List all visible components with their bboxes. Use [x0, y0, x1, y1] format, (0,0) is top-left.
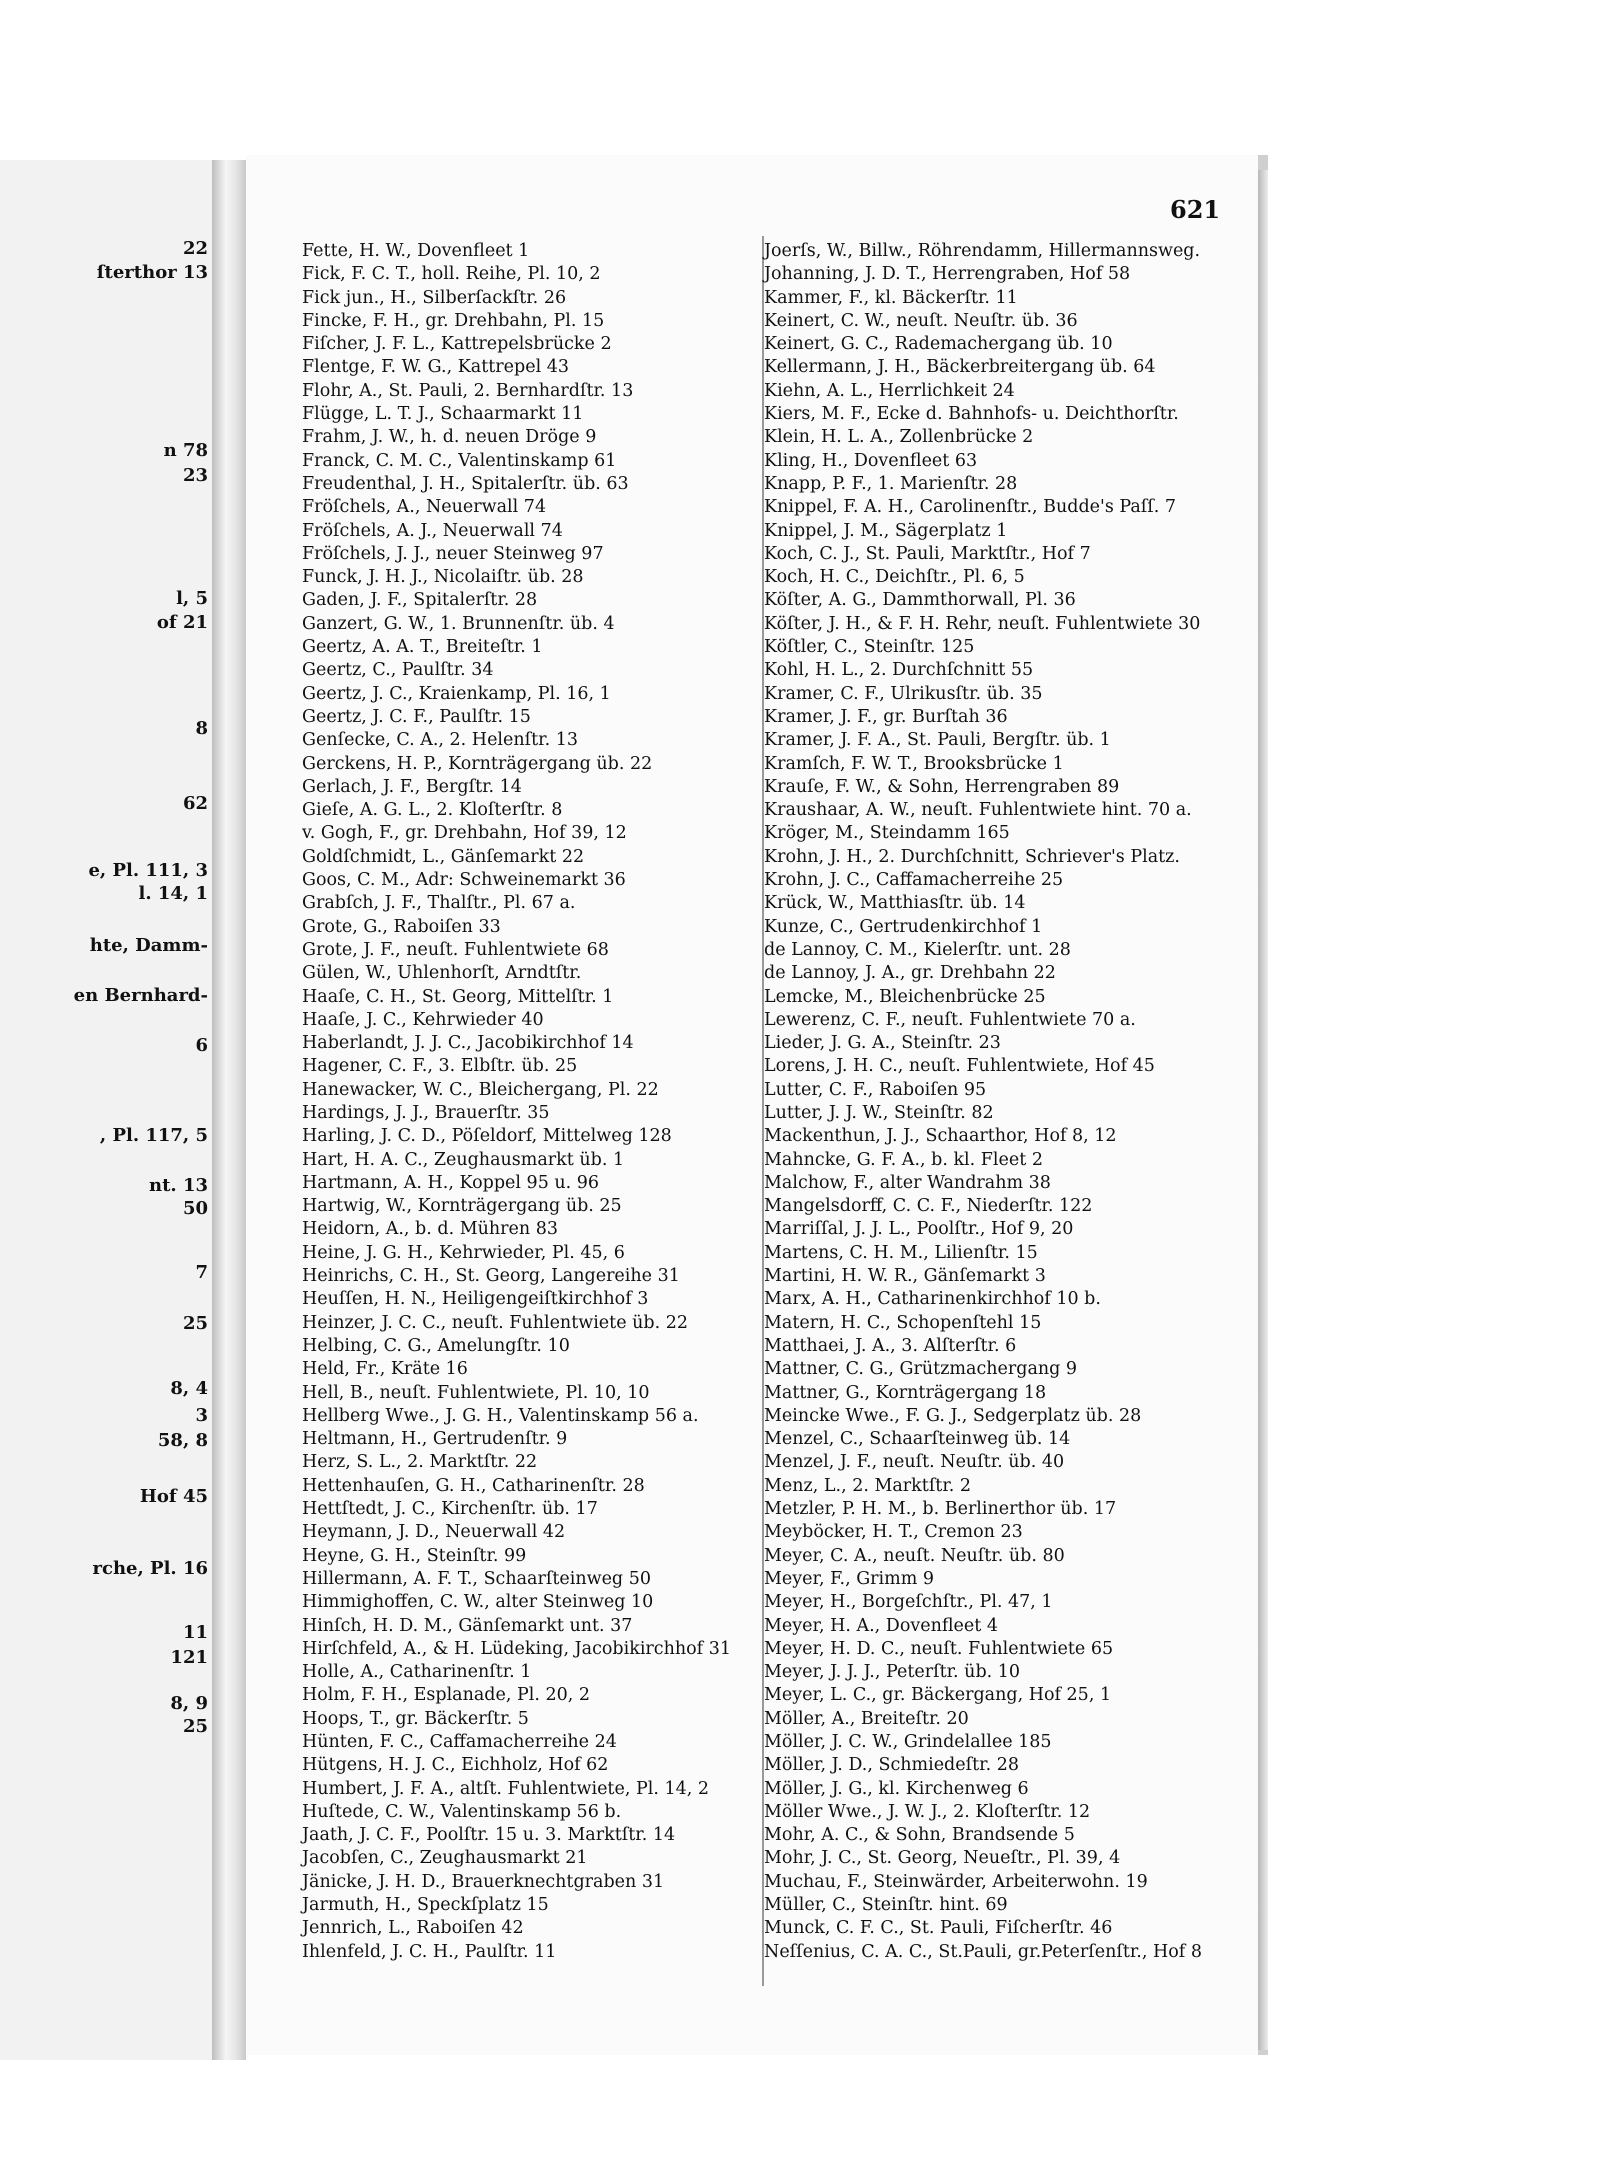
- directory-entry: Hell, B., neuſt. Fuhlentwiete, Pl. 10, 10: [302, 1382, 650, 1403]
- directory-entry: Fette, H. W., Dovenfleet 1: [302, 241, 530, 261]
- directory-entry: de Lannoy, C. M., Kielerſtr. unt. 28: [764, 939, 1071, 960]
- directory-entry: Martens, C. H. M., Lilienſtr. 15: [764, 1242, 1038, 1263]
- directory-entry: Fröſchels, A., Neuerwall 74: [302, 497, 547, 518]
- directory-entry: Krohn, J. C., Caffamacherreihe 25: [764, 870, 1064, 891]
- directory-entry: Möller Wwe., J. W. J., 2. Kloſterſtr. 12: [764, 1801, 1091, 1822]
- left-page-fragment: ſterthor 13: [96, 262, 208, 283]
- directory-entry: Grote, G., Raboiſen 33: [302, 916, 501, 937]
- directory-entry: Lemcke, M., Bleichenbrücke 25: [764, 986, 1046, 1007]
- directory-entry: Lutter, J. J. W., Steinſtr. 82: [764, 1102, 994, 1123]
- directory-entry: Heuſſen, H. N., Heiligengeiſtkirchhof 3: [302, 1289, 649, 1310]
- directory-entry: Keinert, G. C., Rademachergang üb. 10: [764, 334, 1113, 355]
- directory-entry: Heyne, G. H., Steinſtr. 99: [302, 1545, 527, 1566]
- directory-entry: Munck, C. F. C., St. Pauli, Fiſcherſtr. 46: [764, 1918, 1113, 1939]
- directory-entry: Neſſenius, C. A. C., St.Pauli, gr.Peterſenſtr., Hof 8: [764, 1941, 1202, 1962]
- left-page-fragment: 50: [182, 1198, 208, 1219]
- directory-entry: Heinzer, J. C. C., neuſt. Fuhlentwiete üb. 22: [302, 1312, 688, 1333]
- directory-entry: Möller, J. C. W., Grindelallee 185: [764, 1732, 1052, 1752]
- directory-entry: Joerſs, W., Billw., Röhrendamm, Hillermannsweg.: [764, 241, 1201, 261]
- directory-entry: Jarmuth, H., Speckſplatz 15: [302, 1895, 549, 1916]
- directory-entry: Metzler, P. H. M., b. Berlinerthor üb. 17: [764, 1499, 1117, 1520]
- directory-entry: Matern, H. C., Schopenſtehl 15: [764, 1312, 1042, 1333]
- directory-entry: Geertz, J. C. F., Paulſtr. 15: [302, 706, 531, 727]
- directory-entry: Franck, C. M. C., Valentinskamp 61: [302, 450, 617, 471]
- left-page-fragment: n 78: [163, 440, 208, 461]
- left-page-fragment: 3: [195, 1405, 208, 1426]
- directory-entry: Meincke Wwe., F. G. J., Sedgerplatz üb. 28: [764, 1405, 1142, 1426]
- directory-entry: Hardings, J. J., Brauerſtr. 35: [302, 1102, 550, 1123]
- directory-entry: Meyer, C. A., neuſt. Neuſtr. üb. 80: [764, 1545, 1065, 1566]
- directory-entry: Hanewacker, W. C., Bleichergang, Pl. 22: [302, 1079, 659, 1100]
- directory-entry: Kramer, J. F., gr. Burſtah 36: [764, 706, 1008, 727]
- directory-entry: Lorens, J. H. C., neuſt. Fuhlentwiete, Hof 45: [764, 1056, 1155, 1077]
- directory-entry: Möller, J. G., kl. Kirchenweg 6: [764, 1778, 1029, 1799]
- directory-entry: Mackenthun, J. J., Schaarthor, Hof 8, 12: [764, 1126, 1117, 1147]
- directory-entry: Goos, C. M., Adr: Schweinemarkt 36: [302, 870, 626, 891]
- left-page-fragment: 8: [195, 718, 208, 739]
- directory-entry: Flentge, F. W. G., Kattrepel 43: [302, 357, 570, 378]
- directory-entry: de Lannoy, J. A., gr. Drehbahn 22: [764, 963, 1056, 984]
- directory-entry: Gerckens, H. P., Kornträgergang üb. 22: [302, 753, 653, 774]
- directory-entry: Grote, J. F., neuſt. Fuhlentwiete 68: [302, 939, 609, 960]
- directory-entry: Lieder, J. G. A., Steinſtr. 23: [764, 1033, 1001, 1054]
- directory-entry: Helbing, C. G., Amelungſtr. 10: [302, 1335, 570, 1356]
- directory-entry: Mohr, J. C., St. Georg, Neueſtr., Pl. 39, 4: [764, 1848, 1121, 1869]
- directory-entry: Knippel, J. M., Sägerplatz 1: [764, 520, 1008, 541]
- directory-entry: Hettenhauſen, G. H., Catharinenſtr. 28: [302, 1475, 645, 1496]
- directory-entry: Geertz, J. C., Kraienkamp, Pl. 16, 1: [302, 683, 611, 704]
- directory-entry: Heinrichs, C. H., St. Georg, Langereihe 31: [302, 1266, 680, 1287]
- directory-entry: Meyböcker, H. T., Cremon 23: [764, 1522, 1023, 1543]
- directory-entry: Koch, H. C., Deichſtr., Pl. 6, 5: [764, 567, 1025, 588]
- directory-entry: Heltmann, H., Gertrudenſtr. 9: [302, 1429, 568, 1450]
- directory-entry: Hinſch, H. D. M., Gänſemarkt unt. 37: [302, 1615, 633, 1636]
- directory-entry: Kiehn, A. L., Herrlichkeit 24: [764, 380, 1015, 401]
- directory-entry: Ihlenfeld, J. C. H., Paulſtr. 11: [302, 1941, 557, 1962]
- directory-entry: Menzel, J. F., neuſt. Neuſtr. üb. 40: [764, 1452, 1065, 1473]
- directory-entry: Kling, H., Dovenfleet 63: [764, 450, 978, 471]
- directory-entry: Kohl, H. L., 2. Durchſchnitt 55: [764, 660, 1034, 681]
- directory-entry: Müller, C., Steinſtr. hint. 69: [764, 1895, 1008, 1916]
- directory-entry: Meyer, H. D. C., neuſt. Fuhlentwiete 65: [764, 1638, 1114, 1659]
- left-page-fragment: hte, Damm-: [89, 935, 208, 956]
- directory-entry: Holle, A., Catharinenſtr. 1: [302, 1662, 532, 1683]
- directory-entry: Held, Fr., Kräte 16: [302, 1359, 468, 1380]
- directory-entry: Köſtler, C., Steinſtr. 125: [764, 637, 975, 658]
- directory-entry: Haaſe, C. H., St. Georg, Mittelſtr. 1: [302, 986, 614, 1007]
- directory-entry: Genſecke, C. A., 2. Helenſtr. 13: [302, 730, 578, 751]
- directory-entry: Jacobſen, C., Zeughausmarkt 21: [302, 1848, 588, 1869]
- directory-entry: Marx, A. H., Catharinenkirchhof 10 b.: [764, 1289, 1101, 1310]
- directory-entry: Humbert, J. F. A., altſt. Fuhlentwiete, Pl. 14, 2: [302, 1778, 709, 1799]
- directory-entry: Heymann, J. D., Neuerwall 42: [302, 1522, 566, 1543]
- directory-entry: Meyer, J. J. J., Peterſtr. üb. 10: [764, 1662, 1021, 1683]
- directory-entry: Ganzert, G. W., 1. Brunnenſtr. üb. 4: [302, 613, 615, 634]
- directory-entry: Krohn, J. H., 2. Durchſchnitt, Schriever's Platz.: [764, 846, 1180, 867]
- directory-entry: Frahm, J. W., h. d. neuen Dröge 9: [302, 427, 597, 448]
- directory-entry: Himmighoffen, C. W., alter Steinweg 10: [302, 1592, 654, 1613]
- left-page-fragment: l, 5: [176, 588, 208, 609]
- left-page-fragment: 6: [195, 1035, 208, 1056]
- directory-entry: Meyer, H., Borgeſchſtr., Pl. 47, 1: [764, 1592, 1053, 1613]
- directory-column-right: [764, 240, 1224, 1964]
- directory-entry: Krauſe, F. W., & Sohn, Herrengraben 89: [764, 776, 1120, 797]
- directory-entry: Geertz, C., Paulſtr. 34: [302, 660, 494, 681]
- directory-entry: Möller, A., Breiteſtr. 20: [764, 1708, 969, 1729]
- book-gutter: [212, 160, 246, 2060]
- left-page-fragment: , Pl. 117, 5: [99, 1125, 208, 1146]
- directory-entry: Möller, J. D., Schmiedeſtr. 28: [764, 1755, 1019, 1776]
- directory-column-left: [302, 240, 772, 1964]
- directory-entry: v. Gogh, F., gr. Drehbahn, Hof 39, 12: [302, 823, 627, 844]
- directory-entry: Klein, H. L. A., Zollenbrücke 2: [764, 427, 1034, 448]
- left-page-fragment: l. 14, 1: [138, 883, 208, 904]
- directory-entry: Fiſcher, J. F. L., Kattrepelsbrücke 2: [302, 334, 612, 355]
- directory-entry: Hillermann, A. F. T., Schaarſteinweg 50: [302, 1568, 651, 1589]
- directory-entry: Mohr, A. C., & Sohn, Brandsende 5: [764, 1825, 1075, 1846]
- directory-entry: Knippel, F. A. H., Carolinenſtr., Budde's Paſſ. 7: [764, 497, 1177, 518]
- directory-entry: Keinert, C. W., neuſt. Neuſtr. üb. 36: [764, 310, 1078, 331]
- directory-entry: Marriſſal, J. J. L., Poolſtr., Hof 9, 20: [764, 1219, 1074, 1240]
- directory-entry: Fick jun., H., Silberſackſtr. 26: [302, 287, 567, 308]
- directory-entry: Heidorn, A., b. d. Mühren 83: [302, 1219, 558, 1240]
- directory-entry: Hoops, T., gr. Bäckerſtr. 5: [302, 1708, 529, 1729]
- directory-entry: Kunze, C., Gertrudenkirchhof 1: [764, 916, 1043, 937]
- directory-entry: Lutter, C. F., Raboiſen 95: [764, 1079, 987, 1100]
- directory-entry: Matthaei, J. A., 3. Alſterſtr. 6: [764, 1335, 1017, 1356]
- directory-entry: Fincke, F. H., gr. Drehbahn, Pl. 15: [302, 310, 605, 331]
- directory-entry: Kellermann, J. H., Bäckerbreitergang üb. 64: [764, 357, 1156, 378]
- directory-entry: Grabſch, J. F., Thalſtr., Pl. 67 a.: [302, 893, 576, 914]
- directory-entry: Gülen, W., Uhlenhorſt, Arndtſtr.: [302, 963, 582, 984]
- left-page-fragment: e, Pl. 111, 3: [88, 860, 208, 881]
- directory-entry: Flügge, L. T. J., Schaarmarkt 11: [302, 404, 584, 425]
- directory-entry: Martini, H. W. R., Gänſemarkt 3: [764, 1266, 1046, 1287]
- left-page-fragment: 25: [182, 1313, 208, 1334]
- directory-entry: Funck, J. H. J., Nicolaiſtr. üb. 28: [302, 567, 584, 588]
- directory-entry: Jaath, J. C. F., Poolſtr. 15 u. 3. Marktſtr. 14: [302, 1825, 676, 1846]
- directory-entry: Hünten, F. C., Caffamacherreihe 24: [302, 1732, 617, 1752]
- directory-entry: Johanning, J. D. T., Herrengraben, Hof 58: [764, 264, 1131, 285]
- directory-entry: Menzel, C., Schaarſteinweg üb. 14: [764, 1429, 1071, 1450]
- left-page-fragment: of 21: [156, 612, 208, 633]
- directory-entry: Heine, J. G. H., Kehrwieder, Pl. 45, 6: [302, 1242, 625, 1263]
- left-page-fragment: Hof 45: [139, 1486, 208, 1507]
- directory-entry: Lewerenz, C. F., neuſt. Fuhlentwiete 70 a.: [764, 1009, 1136, 1030]
- directory-entry: Jennrich, L., Raboiſen 42: [302, 1918, 524, 1939]
- directory-entry: Holm, F. H., Esplanade, Pl. 20, 2: [302, 1685, 591, 1706]
- directory-entry: Krück, W., Matthiasſtr. üb. 14: [764, 893, 1026, 914]
- directory-entry: Hartmann, A. H., Koppel 95 u. 96: [302, 1172, 600, 1193]
- directory-entry: Kramer, J. F. A., St. Pauli, Bergſtr. üb. 1: [764, 730, 1111, 751]
- left-page-fragment: 25: [182, 1716, 208, 1737]
- left-page-fragment: 7: [195, 1262, 208, 1283]
- directory-entry: Hirſchfeld, A., & H. Lüdeking, Jacobikirchhof 31: [302, 1638, 731, 1659]
- directory-entry: Hartwig, W., Kornträgergang üb. 25: [302, 1196, 622, 1217]
- directory-entry: Fröſchels, A. J., Neuerwall 74: [302, 520, 563, 541]
- left-page-fragment: en Bernhard-: [73, 985, 208, 1006]
- left-page-fragment: 58, 8: [157, 1430, 208, 1451]
- directory-entry: Malchow, F., alter Wandrahm 38: [764, 1172, 1051, 1193]
- directory-entry: Meyer, F., Grimm 9: [764, 1568, 935, 1589]
- directory-entry: Mahncke, G. F. A., b. kl. Fleet 2: [764, 1149, 1043, 1170]
- directory-entry: Kröger, M., Steindamm 165: [764, 823, 1010, 844]
- directory-entry: Kammer, F., kl. Bäckerſtr. 11: [764, 287, 1018, 308]
- directory-entry: Gaden, J. F., Spitalerſtr. 28: [302, 590, 538, 611]
- left-page-fragment: 62: [182, 793, 208, 814]
- left-page-fragment: 11: [182, 1622, 208, 1643]
- directory-entry: Herz, S. L., 2. Marktſtr. 22: [302, 1452, 538, 1473]
- directory-entry: Gerlach, J. F., Bergſtr. 14: [302, 776, 522, 797]
- left-page-fragment: 8, 4: [170, 1378, 208, 1399]
- left-page-fragment: nt. 13: [149, 1175, 208, 1196]
- directory-entry: Kiers, M. F., Ecke d. Bahnhofs- u. Deichthorſtr.: [764, 404, 1179, 425]
- directory-entry: Mangelsdorff, C. C. F., Niederſtr. 122: [764, 1196, 1093, 1217]
- directory-entry: Flohr, A., St. Pauli, 2. Bernhardſtr. 13: [302, 380, 634, 401]
- directory-entry: Hagener, C. F., 3. Elbſtr. üb. 25: [302, 1056, 578, 1077]
- directory-entry: Harling, J. C. D., Pöſeldorf, Mittelweg 128: [302, 1126, 672, 1147]
- directory-entry: Fröſchels, J. J., neuer Steinweg 97: [302, 543, 604, 564]
- directory-entry: Kramſch, F. W. T., Brooksbrücke 1: [764, 753, 1064, 774]
- directory-entry: Huſtede, C. W., Valentinskamp 56 b.: [302, 1801, 622, 1822]
- directory-entry: Haberlandt, J. J. C., Jacobikirchhof 14: [302, 1033, 634, 1054]
- directory-entry: Geertz, A. A. T., Breiteſtr. 1: [302, 637, 543, 658]
- directory-entry: Menz, L., 2. Marktſtr. 2: [764, 1475, 972, 1496]
- directory-entry: Gieſe, A. G. L., 2. Kloſterſtr. 8: [302, 800, 563, 821]
- directory-entry: Köſter, A. G., Dammthorwall, Pl. 36: [764, 590, 1076, 611]
- left-page-fragment: 8, 9: [170, 1693, 208, 1714]
- directory-entry: Mattner, G., Kornträgergang 18: [764, 1382, 1047, 1403]
- left-page-fragment: rche, Pl. 16: [92, 1558, 208, 1579]
- directory-entry: Kramer, C. F., Ulrikusſtr. üb. 35: [764, 683, 1043, 704]
- left-page-fragment: 22: [182, 238, 208, 259]
- left-page: [0, 160, 212, 2060]
- directory-entry: Mattner, C. G., Grützmachergang 9: [764, 1359, 1078, 1380]
- directory-entry: Kraushaar, A. W., neuſt. Fuhlentwiete hint. 70 a.: [764, 800, 1192, 821]
- directory-entry: Hart, H. A. C., Zeughausmarkt üb. 1: [302, 1149, 625, 1170]
- directory-entry: Freudenthal, J. H., Spitalerſtr. üb. 63: [302, 473, 629, 494]
- directory-entry: Fick, F. C. T., holl. Reihe, Pl. 10, 2: [302, 264, 601, 285]
- directory-entry: Hütgens, H. J. C., Eichholz, Hof 62: [302, 1755, 609, 1776]
- left-page-fragment: 23: [182, 465, 208, 486]
- directory-entry: Meyer, L. C., gr. Bäckergang, Hof 25, 1: [764, 1685, 1112, 1706]
- page-edge: [1258, 170, 1268, 2050]
- directory-entry: Köſter, J. H., & F. H. Rehr, neuſt. Fuhlentwiete 30: [764, 613, 1201, 634]
- directory-entry: Haaſe, J. C., Kehrwieder 40: [302, 1009, 544, 1030]
- directory-entry: Koch, C. J., St. Pauli, Marktſtr., Hof 7: [764, 543, 1091, 564]
- directory-entry: Meyer, H. A., Dovenfleet 4: [764, 1615, 998, 1636]
- directory-entry: Goldſchmidt, L., Gänſemarkt 22: [302, 846, 585, 867]
- page-number: 621: [1170, 195, 1221, 224]
- left-page-fragment: 121: [170, 1647, 208, 1668]
- directory-entry: Knapp, P. F., 1. Marienſtr. 28: [764, 473, 1018, 494]
- directory-entry: Hellberg Wwe., J. G. H., Valentinskamp 56 a.: [302, 1405, 699, 1426]
- directory-entry: Jänicke, J. H. D., Brauerknechtgraben 31: [302, 1871, 665, 1892]
- directory-entry: Hettſtedt, J. C., Kirchenſtr. üb. 17: [302, 1499, 598, 1520]
- directory-entry: Muchau, F., Steinwärder, Arbeiterwohn. 19: [764, 1871, 1148, 1892]
